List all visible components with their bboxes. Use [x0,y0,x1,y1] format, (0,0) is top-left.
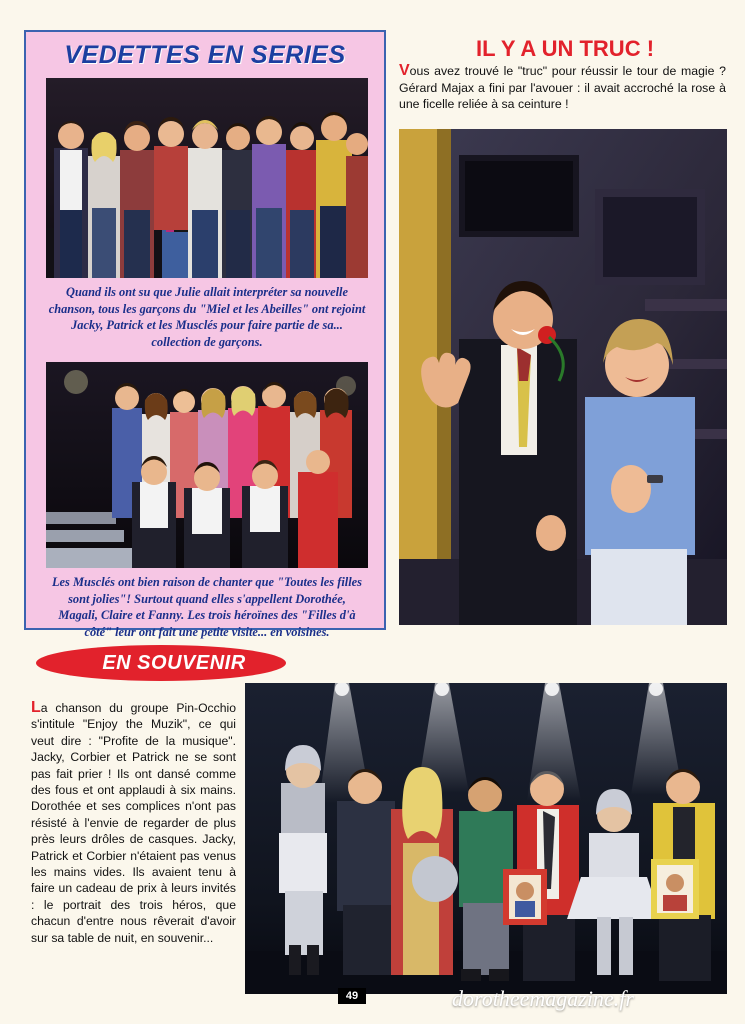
photo-group-miel-abeilles [46,78,368,278]
truc-photo [399,129,727,625]
vedettes-photo-1 [46,78,368,278]
vedettes-panel [24,30,386,639]
vedettes-title: VEDETTES EN SERIES [64,41,346,69]
souvenir-photo [245,683,727,994]
truc-dropcap: V [399,62,410,79]
watermark: dorotheemagazine.fr [452,986,634,1011]
photo-pin-occhio-groupe [245,683,727,994]
truc-paragraph [399,63,726,113]
vedettes-caption-1: Quand ils ont su que Julie allait interpréter sa nouvelle chanson, tous les garçons du "Miel et les Abeilles" ont rejoint Jacky, Patrick et les Musclés pour faire partie de sa... collection de garçons. [48,285,366,349]
photo-majax-dorothee [399,129,727,625]
vedettes-caption-2: Les Musclés ont bien raison de chanter que "Toutes les filles sont jolies"! Surtout quand elles s'appellent Dorothée, Magali, Claire et Fanny. Les trois héroïnes des "Filles d'à côté" leur ont fait une petite visite... en voisines. [51,575,362,639]
vedettes-photo-2 [46,362,368,568]
page-number: 49 [338,988,366,1004]
truc-title: IL Y A UN TRUC ! [475,36,655,61]
en-souvenir-badge [36,645,286,681]
souvenir-body: a chanson du groupe Pin-Occhio s'intitule "Enjoy the Muzik", ce qui veut dire : "Profite de la musique". Jacky, Corbier et Patrick ne se sont pas fait prier ! Ils ont dansé comme des fous et ont applaudi à six mains. Dorothée et ses complices n'ont pas résisté à l'envie de regarder de plus près leurs drôles de casques. Jacky, Patrick et Corbier n'étaient pas venus les mains vides. Ils avaient tenu à faire un cadeau de prix à leurs invités : le portrait des trois héros, que chacun d'entre nous rêverait d'avoir sur sa table de nuit, en souvenir... [31,701,236,945]
truc-body: ous avez trouvé le "truc" pour réussir le tour de magie ? Gérard Majax a fini par l'avouer : il avait accroché la rose à une ficelle reliée à sa ceinture ! [399,64,726,111]
souvenir-paragraph [31,700,236,946]
souvenir-dropcap: L [31,699,41,716]
en-souvenir-label: EN SOUVENIR [102,652,246,674]
photo-muscles-et-filles [46,362,368,568]
